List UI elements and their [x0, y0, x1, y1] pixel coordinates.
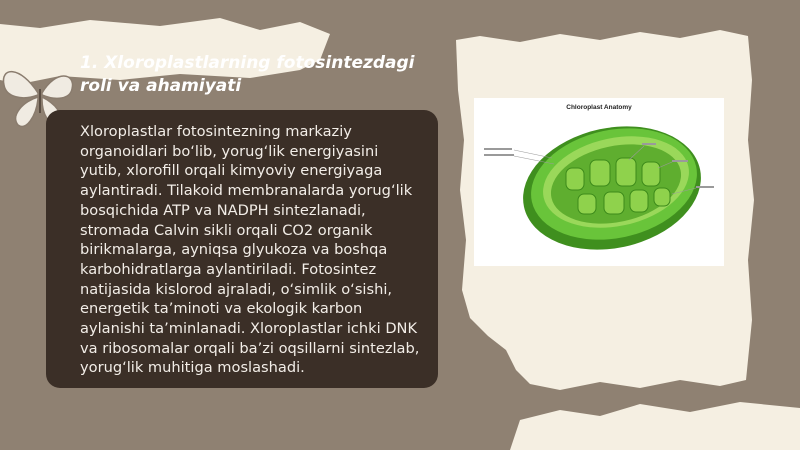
image-caption: Chloroplast Anatomy: [566, 104, 632, 111]
slide-title: 1. Xloroplastlarning fotosintezdagi roli va ahamiyati: [80, 53, 415, 96]
chloroplast-image: [474, 98, 724, 266]
body-text: Xloroplastlar fotosintezning markaziy organoidlari bo‘lib, yorug‘lik energiyasini yutib, xlorofill orqali kimyoviy energiyaga aylantiradi. Tilakoid membranalarda yorug‘lik bosqichida ATP va NADPH sintezlanadi, stromada Calvin sikli orqali CO2 organik birikmalarga, ayniqsa glyukoza va boshqa karbohidratlarga aylantiriladi. Fotosintez natijasida kislorod ajraladi, o‘simlik o‘sishi, energetik ta’minoti va ekologik karbon aylanishi ta’minlanadi. Xloroplastlar ichki DNK va ribosomalar orqali ba’zi oqsillarni sintezlab, yorug‘lik muhitiga moslashadi.: [80, 123, 420, 377]
chloroplast-illustration: [474, 98, 724, 266]
body-text-box: [46, 110, 438, 388]
